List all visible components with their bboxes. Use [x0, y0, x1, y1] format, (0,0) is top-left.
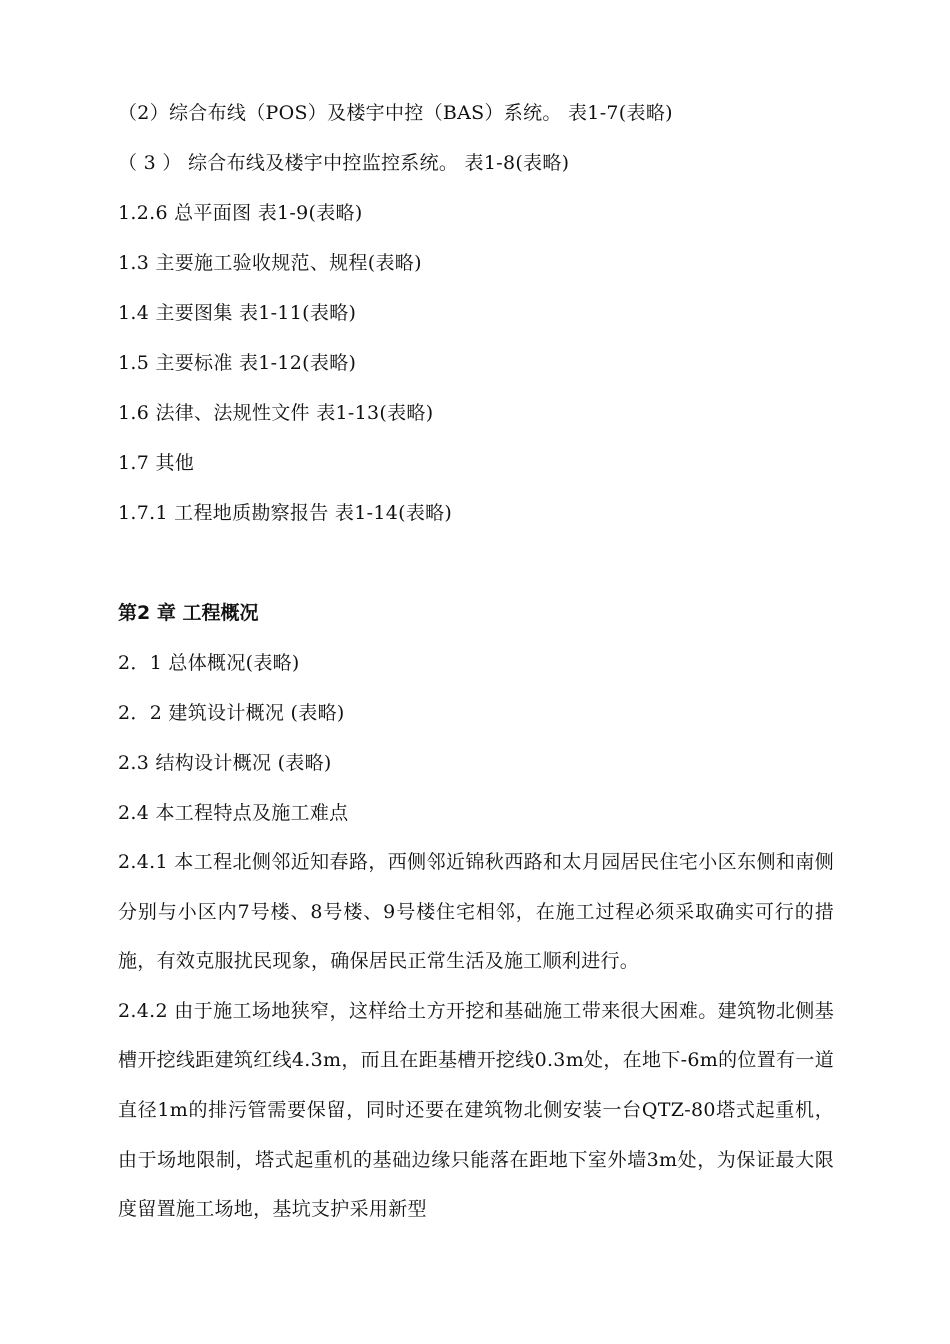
text-line-1-8: （ 3 ） 综合布线及楼宇中控监控系统。 表1-8(表略): [118, 152, 570, 174]
text-line-1-5: 1.5 主要标准 表1-12(表略): [118, 352, 357, 374]
text-line-1-3: 1.3 主要施工验收规范、规程(表略): [118, 252, 422, 274]
text-line-1-6: 1.6 法律、法规性文件 表1-13(表略): [118, 402, 434, 424]
section-gap: [118, 538, 834, 588]
text-line-1-7-1: 1.7.1 工程地质勘察报告 表1-14(表略): [118, 502, 453, 524]
text-line-2-4: 2.4 本工程特点及施工难点: [118, 802, 349, 824]
text-line-2-2: 2．2 建筑设计概况 (表略): [118, 702, 345, 724]
text-line-1-7-other: 1.7 其他: [118, 452, 195, 474]
document-page: [118, 88, 834, 1235]
text-line-2-3: 2.3 结构设计概况 (表略): [118, 752, 332, 774]
text-line-1-2-6: 1.2.6 总平面图 表1-9(表略): [118, 202, 363, 224]
text-line-2-1: 2．1 总体概况(表略): [118, 652, 300, 674]
paragraph-2-4-1: 2.4.1 本工程北侧邻近知春路，西侧邻近锦秋西路和太月园居民住宅小区东侧和南侧分别与小区内7号楼、8号楼、9号楼住宅相邻，在施工过程必须采取确实可行的措施，有效克服扰民现象，确保居民正常生活及施工顺利进行。: [118, 851, 834, 973]
text-line-1-7: （2）综合布线（POS）及楼宇中控（BAS）系统。 表1-7(表略): [118, 102, 673, 124]
chapter-heading: 第2 章 工程概况: [118, 602, 259, 624]
paragraph-2-4-2: 2.4.2 由于施工场地狭窄，这样给土方开挖和基础施工带来很大困难。建筑物北侧基槽开挖线距建筑红线4.3m，而且在距基槽开挖线0.3m处，在地下-6m的位置有一道直径1m的排污管需要保留，同时还要在建筑物北侧安装一台QTZ-80塔式起重机，由于场地限制，塔式起重机的基础边缘只能落在距地下室外墙3m处，为保证最大限度留置施工场地，基坑支护采用新型: [118, 999, 834, 1221]
text-line-1-4: 1.4 主要图集 表1-11(表略): [118, 302, 357, 324]
